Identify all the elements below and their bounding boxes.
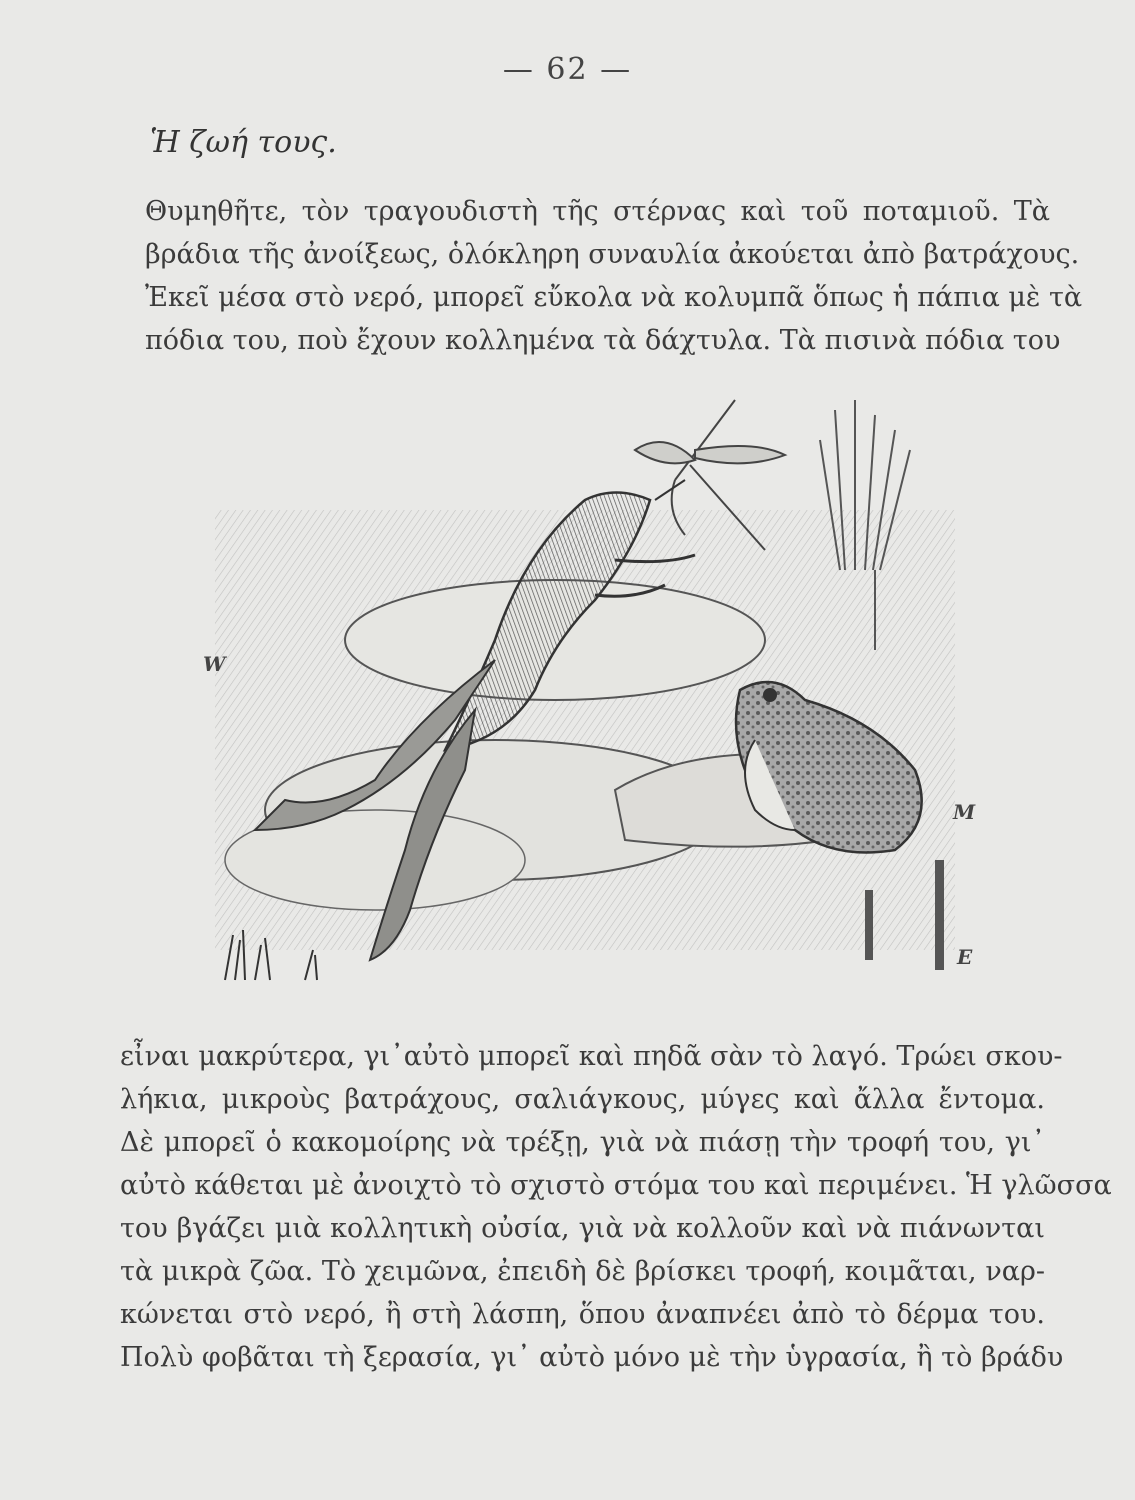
text-line: βράδια τῆς ἀνοίξεως, ὁλόκληρη συναυλία ἀκούεται ἀπὸ βατράχους. — [145, 239, 1080, 270]
figure-letter-e: E — [957, 945, 973, 969]
text-line: Ἐκεῖ μέσα στὸ νερό, μπορεῖ εὔκολα νὰ κολυμπᾶ ὅπως ἡ πάπια μὲ τὰ — [145, 282, 1083, 313]
text-line: του βγάζει μιὰ κολλητικὴ οὐσία, γιὰ νὰ κολλοῦν καὶ νὰ πιάνωνται — [120, 1213, 1045, 1244]
paragraph-top — [145, 190, 1083, 362]
text-line: τὰ μικρὰ ζῶα. Τὸ χειμῶνα, ἐπειδὴ δὲ βρίσκει τροφή, κοιμᾶται, ναρ- — [120, 1256, 1045, 1287]
text-line: αὐτὸ κάθεται μὲ ἀνοιχτὸ τὸ σχιστὸ στόμα του καὶ περιμένει. Ἡ γλῶσσα — [120, 1170, 1112, 1201]
text-line: Θυμηθῆτε, τὸν τραγουδιστὴ τῆς στέρνας καὶ τοῦ ποταμιοῦ. Τὰ — [145, 196, 1050, 227]
page-number: — 62 — — [502, 52, 633, 87]
text-line: πόδια του, ποὺ ἔχουν κολλημένα τὰ δάχτυλα. Τὰ πισινὰ πόδια του — [145, 325, 1061, 356]
text-line: κώνεται στὸ νερό, ἢ στὴ λάσπη, ὅπου ἀναπνέει ἀπὸ τὸ δέρμα του. — [120, 1299, 1045, 1330]
text-line: Δὲ μπορεῖ ὁ κακομοίρης νὰ τρέξῃ, γιὰ νὰ πιάσῃ τὴν τροφή του, γι᾿ — [120, 1127, 1045, 1158]
figure-letter-m: M — [953, 800, 976, 824]
section-heading: Ἡ ζωή τους. — [150, 125, 337, 160]
frog-illustration — [195, 390, 975, 990]
paragraph-bottom — [120, 1035, 1112, 1379]
text-line: εἶναι μακρύτερα, γι᾿αὐτὸ μπορεῖ καὶ πηδᾶ σὰν τὸ λαγό. Τρώει σκου- — [120, 1041, 1063, 1072]
figure-letter-w: W — [203, 652, 226, 676]
frog-engraving — [195, 390, 975, 990]
text-line: Πολὺ φοβᾶται τὴ ξερασία, γι᾿ αὐτὸ μόνο μὲ τὴν ὑγρασία, ἢ τὸ βράδυ — [120, 1342, 1064, 1373]
text-line: λήκια, μικροὺς βατράχους, σαλιάγκους, μύγες καὶ ἄλλα ἔντομα. — [120, 1084, 1045, 1115]
